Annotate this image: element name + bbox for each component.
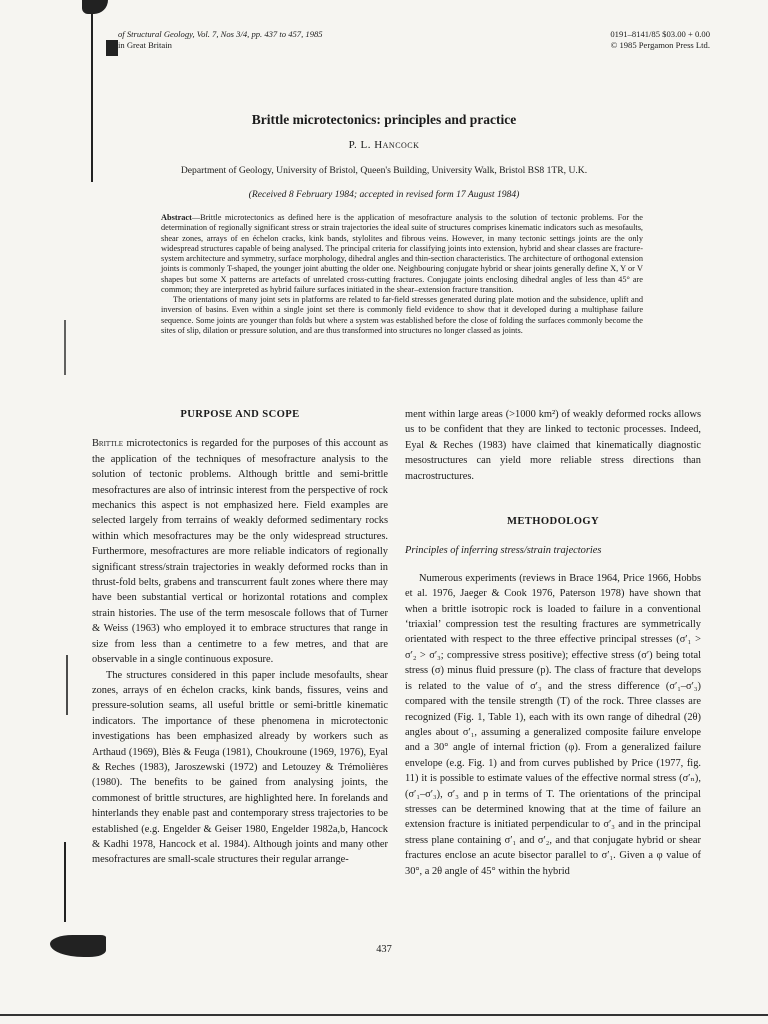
scan-edge-mark-top [82, 0, 108, 14]
issn-block [610, 29, 710, 51]
abstract-paragraph-2: The orientations of many joint sets in platforms are related to far-field stresses generated during plate motion and the subsidence, uplift and inversion of basins. Even within a single joint set there is commonly field evidence to show that it developed during a multiphase failure sequence. Some joints are younger than folds but where a system was established before the close of folding the surfaces commonly become the sites of slip, dilation or pressure solution, and are thus transformed into structures no longer classed as joints. [161, 295, 643, 335]
journal-reference-line1: of Structural Geology, Vol. 7, Nos 3/4, pp. 437 to 457, 1985 [118, 29, 323, 39]
body-paragraph: ment within large areas (>1000 km²) of weakly deformed rocks allows us to be confident that they are linked to tectonic processes. Indeed, Eyal & Reches (1983) have claimed that kinematically diagnostic mesostructures can yield more reliable stress directions than macrostructures. [405, 409, 701, 482]
author-name [0, 139, 768, 151]
journal-reference [118, 29, 418, 51]
scan-edge-line-bottom [64, 842, 66, 922]
journal-reference-line2: in Great Britain [118, 40, 172, 50]
page-number: 437 [376, 944, 392, 955]
scan-edge-line-low [66, 655, 68, 715]
body-text: microtectonics is regarded for the purposes of this account as the application of the techniques of mesofracture analysis to the solution of tectonic problems. Although brittle and semi-brittle mesofractures are also of intrinsic interest from the perspective of rock mechanics this aspect is not emphasized here. Field examples are selected largely from terrains of weakly deformed sedimentary rocks within which mesofractures may be the only widespread structures. Furthermore, mesofractures are more reliable indicators of regionally significant stress/strain trajectories in weakly deformed rocks than in thrust-fold belts, grabens and transcurrent fault zones where there may have been substantial vertical or horizontal rotations and complex strain histories. The use of the term mesoscale follows that of Turner & Weiss (1963) who employed it to embrace structures that range in size from less than a centimetre to a few metres, and that are observable in a single continuous exposure. [92, 438, 388, 666]
body-paragraph: Numerous experiments (reviews in Brace 1964, Price 1966, Hobbs et al. 1976, Jaeger & Cook 1976, Paterson 1978) have shown that when a brittle isotropic rock is loaded to failure in a conventional ‘triaxial’ compression test the resulting fractures are symmetrically orientated with respect to the three effective principal stresses (σ′₁ > σ′₂ > σ′₃; compressive stress positive); effective stress (σ′) being total stress (σ) minus fluid pressure (p). The class of fracture that develops is related to the value of σ′₃ and the stress difference (σ′₁–σ′₃) compared with the tensile strength (T) of the rock. Three classes are recognized (Fig. 1, Table 1), each with its own range of dihedral (2θ) angles about σ′₁, assuming a generalized composite failure envelope and a 30° angle of internal friction (φ). From a generalized failure envelope (e.g. Fig. 1) and from curves published by Price (1977, fig. 11) it is possible to estimate values of the effective normal stress (σ′ₙ), (σ′₁–σ′₃), σ′₃ and p in terms of T. The orientations of the principal stresses can be determined knowing that at the time of failure an extension fracture is initiated perpendicular to σ′₃ and in the principal stress plane containing σ′₁ and σ′₂, and that conjugate hybrid or shear fractures enclose an acute bisector parallel to σ′₁. Given a φ value of 30°, a 2θ angle of 45° within the hybrid [405, 572, 701, 877]
abstract-paragraph-1 [161, 213, 643, 295]
received-dates: (Received 8 February 1984; accepted in revised form 17 August 1984) [248, 189, 520, 200]
section-heading-purpose: PURPOSE AND SCOPE [180, 409, 300, 420]
article-title: Brittle microtectonics: principles and practice [251, 112, 517, 127]
issn-line: 0191–8141/85 $03.00 + 0.00 [610, 29, 710, 39]
section-gap [405, 484, 701, 514]
subsection-heading: Principles of inferring stress/strain trajectories [405, 545, 602, 557]
right-column [405, 407, 701, 879]
author-affiliation: Department of Geology, University of Bristol, Queen's Building, University Walk, Bristol BS8 1TR, U.K. [180, 165, 588, 176]
lead-word: Brittle [92, 438, 124, 450]
abstract-text-1: —Brittle microtectonics as defined here is the application of mesofracture analysis to the solution of tectonic problems. For the determination of regionally significant stress or strain trajectories the ideal suite of structures comprises kinematic indicators such as mesofaults, shear zones, arrays of en échelon cracks, kink bands, stylolites and fibrous veins. However, in many tectonic settings joints are the only widespread structures capable of being analysed. The principal criteria for classifying joints into extension, hybrid and shear classes are fracture-system architecture and symmetry, surface morphology, dihedral angles and thin-section characteristics. The architecture of orthogonal extension joints is commonly T-shaped, the younger joint abutting the older one. Neighbouring conjugate hybrid or shear joints generally define X, Y or V shapes but some X patterns are artefacts of unrelated cross-cutting fractures. Conjugate joints enclosing dihedral angles of less than 45° are common; they are interpreted as hybrid failure surfaces initiated in the shear–extension fracture transition. [161, 213, 643, 294]
body-paragraph [92, 436, 388, 667]
scan-edge-line-mid [64, 320, 66, 375]
section-heading-methodology: METHODOLOGY [506, 516, 600, 528]
abstract-label: Abstract [161, 213, 192, 222]
bottom-edge-rule [0, 1014, 768, 1016]
body-paragraph: The structures considered in this paper include mesofaults, shear zones, arrays of en échelon cracks, kink bands, fissures, veins and pressure-solution seams, all useful brittle or semi-brittle kinematic indicators. The importance of these phenomena in microtectonic investigations has been emphasized already by workers such as Arthaud (1969), Blès & Feuga (1981), Choukroune (1969, 1976), Eyal & Reches (1983), Jaroszewski (1972) and Letouzey & Trémolières (1980). The benefits to be gained from analysing joints, the commonest of brittle structures, are highlighted here. In forelands and hinterlands they enable past and contemporary stress trajectories to be established (e.g. Engelder & Geiser 1980, Engelder 1982a,b, Hancock & Kadhi 1978, Hancock et al. 1984). Although joints and many other mesofractures are small-scale structures their regular arrange- [92, 669, 388, 866]
author-name-text: P. L. Hancock [348, 139, 420, 151]
copyright-line: © 1985 Pergamon Press Ltd. [610, 40, 710, 50]
scan-edge-line-top [91, 12, 93, 182]
left-column [92, 407, 388, 868]
journal-logo-mark [106, 40, 118, 56]
abstract-block [161, 213, 643, 336]
